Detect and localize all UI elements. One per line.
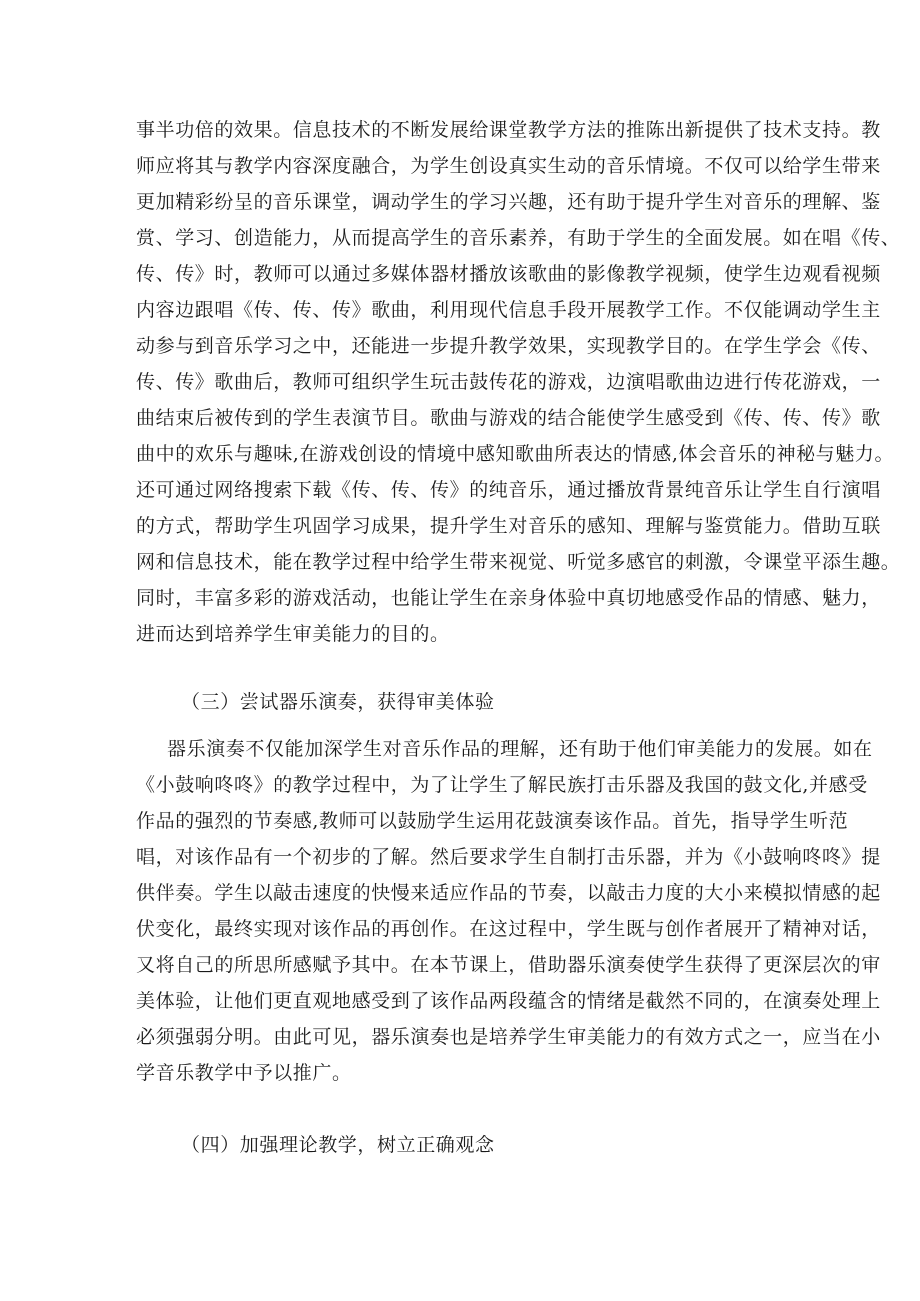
paragraph-line: 曲中的欢乐与趣味,在游戏创设的情境中感知歌曲所表达的情感,体会音乐的神秘与魅力。: [136, 443, 895, 465]
paragraph-line: 供伴奏。学生以敲击速度的快慢来适应作品的节奏，以敲击力度的大小来模拟情感的起: [136, 882, 881, 904]
paragraph-line: 美体验，让他们更直观地感受到了该作品两段蕴含的情绪是截然不同的，在演奏处理上: [136, 990, 881, 1012]
paragraph-line: 唱，对该作品有一个初步的了解。然后要求学生自制打击乐器，并为《小鼓响咚咚》提: [136, 846, 881, 868]
paragraph-line: 《小鼓响咚咚》的教学过程中，为了让学生了解民族打击乐器及我国的鼓文化,并感受: [136, 774, 868, 796]
paragraph-line: 更加精彩纷呈的音乐课堂，调动学生的学习兴趣，还有助于提升学生对音乐的理解、鉴: [136, 191, 881, 213]
paragraph-line: 网和信息技术，能在教学过程中给学生带来视觉、听觉多感官的刺激，令课堂平添生趣。: [136, 551, 901, 573]
paragraph-line: 还可通过网络搜索下载《传、传、传》的纯音乐，通过播放背景纯音乐让学生自行演唱: [136, 479, 881, 501]
paragraph-line: 伏变化，最终实现对该作品的再创作。在这过程中，学生既与创作者展开了精神对话，: [136, 918, 881, 940]
paragraph-line: 必须强弱分明。由此可见，器乐演奏也是培养学生审美能力的有效方式之一，应当在小: [136, 1026, 881, 1048]
paragraph-line: 作品的强烈的节奏感,教师可以鼓励学生运用花鼓演奏该作品。首先，指导学生听范: [136, 810, 849, 832]
paragraph-line: 曲结束后被传到的学生表演节目。歌曲与游戏的结合能使学生感受到《传、传、传》歌: [136, 407, 881, 429]
section-heading-3: （三）尝试器乐演奏，获得审美体验: [181, 691, 495, 713]
paragraph-line: 内容边跟唱《传、传、传》歌曲，利用现代信息手段开展教学工作。不仅能调动学生主: [136, 299, 881, 321]
paragraph-line: 又将自己的所思所感赋予其中。在本节课上，借助器乐演奏使学生获得了更深层次的审: [136, 954, 881, 976]
paragraph-line: 同时，丰富多彩的游戏活动，也能让学生在亲身体验中真切地感受作品的情感、魅力，: [136, 587, 881, 609]
section-heading-4: （四）加强理论教学，树立正确观念: [181, 1134, 495, 1156]
paragraph-line: 进而达到培养学生审美能力的目的。: [136, 623, 450, 645]
paragraph-line: 传、传》歌曲后，教师可组织学生玩击鼓传花的游戏，边演唱歌曲边进行传花游戏，一: [136, 371, 881, 393]
paragraph-line: 师应将其与教学内容深度融合，为学生创设真实生动的音乐情境。不仅可以给学生带来: [136, 155, 881, 177]
paragraph-line: 的方式，帮助学生巩固学习成果，提升学生对音乐的感知、理解与鉴赏能力。借助互联: [136, 515, 881, 537]
paragraph-line: 事半功倍的效果。信息技术的不断发展给课堂教学方法的推陈出新提供了技术支持。教: [136, 119, 881, 141]
paragraph-line: 传、传》时，教师可以通过多媒体器材播放该歌曲的影像教学视频，使学生边观看视频: [136, 263, 881, 285]
paragraph-line: 器乐演奏不仅能加深学生对音乐作品的理解，还有助于他们审美能力的发展。如在: [167, 738, 873, 760]
paragraph-line: 赏、学习、创造能力，从而提高学生的音乐素养，有助于学生的全面发展。如在唱《传、: [136, 227, 901, 249]
paragraph-line: 动参与到音乐学习之中，还能进一步提升教学效果，实现教学目的。在学生学会《传、: [136, 335, 881, 357]
paragraph-line: 学音乐教学中予以推广。: [136, 1062, 352, 1084]
